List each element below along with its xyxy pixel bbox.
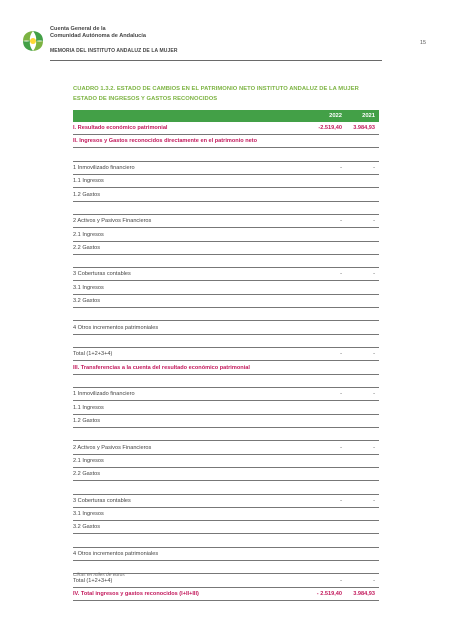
value-2021: - (373, 497, 375, 504)
value-2022: -2.519,40 (318, 125, 342, 132)
table-row (73, 122, 379, 135)
table-row (73, 175, 379, 188)
header-divider (50, 60, 382, 61)
table-title (73, 84, 393, 104)
table-row (73, 228, 379, 241)
value-2022: - (340, 165, 342, 172)
row-label: 1.2 Gastos (73, 417, 101, 424)
table-row (73, 401, 379, 414)
table-spacer-row (73, 308, 379, 322)
row-label: 2.1 Ingresos (73, 231, 104, 238)
table-row (73, 548, 379, 561)
table-spacer-row (73, 481, 379, 495)
value-2022: - (340, 577, 342, 584)
row-label: 1.1 Ingresos (73, 404, 104, 411)
table-row (73, 215, 379, 228)
org-line-1: Cuenta General de la (50, 26, 106, 32)
value-2022: - (340, 271, 342, 278)
row-label: IV. Total ingresos y gastos reconocidos (I+II+III) (73, 590, 199, 597)
table-spacer-row (73, 335, 379, 349)
table-spacer-row (73, 375, 379, 389)
row-label: 1.1 Ingresos (73, 178, 104, 185)
row-label: 2.2 Gastos (73, 470, 101, 477)
table-title-line-2: ESTADO DE INGRESOS Y GASTOS RECONOCIDOS (73, 96, 218, 102)
value-2021: 3.984,93 (353, 590, 375, 597)
page-number: 15 (420, 40, 426, 46)
row-label: Total (1+2+3+4) (73, 577, 113, 584)
table-row (73, 135, 379, 148)
value-2021: - (373, 271, 375, 278)
value-2021: - (373, 577, 375, 584)
table-row (73, 495, 379, 508)
row-label: 4 Otros incrementos patrimoniales (73, 324, 159, 331)
table-spacer-row (73, 202, 379, 216)
row-label: II. Ingresos y Gastos reconocidos directamente en el patrimonio neto (73, 138, 258, 145)
table-row (73, 468, 379, 481)
table-row (73, 415, 379, 428)
row-label: 3.2 Gastos (73, 524, 101, 531)
table-spacer-row (73, 148, 379, 162)
table-row (73, 388, 379, 401)
row-label: 2.1 Ingresos (73, 457, 104, 464)
table-title-line-1: CUADRO 1.3.2. ESTADO DE CAMBIOS EN EL PATRIMONIO NETO INSTITUTO ANDALUZ DE LA MUJER (73, 86, 359, 92)
table-row (73, 162, 379, 175)
table-row (73, 242, 379, 255)
table-header (73, 110, 379, 122)
column-header-2022: 2022 (329, 113, 342, 119)
page-header (20, 26, 432, 56)
row-label: 4 Otros incrementos patrimoniales (73, 550, 159, 557)
row-label: 2 Activos y Pasivos Financieros (73, 444, 152, 451)
row-label: 3 Coberturas contables (73, 497, 131, 504)
value-2021: - (373, 218, 375, 225)
table-body (73, 122, 379, 601)
row-label: Total (1+2+3+4) (73, 351, 113, 358)
row-label: III. Transferencias a la cuenta del resultado económico patrimonial (73, 364, 250, 371)
row-label: 1.2 Gastos (73, 191, 101, 198)
table-row (73, 295, 379, 308)
table-row (73, 348, 379, 361)
row-label: 2.2 Gastos (73, 244, 101, 251)
value-2022: - (340, 218, 342, 225)
table-row (73, 321, 379, 334)
value-2022: - (340, 391, 342, 398)
table-spacer-row (73, 255, 379, 269)
table-row (73, 361, 379, 374)
row-label: 3 Coberturas contables (73, 271, 131, 278)
table-row (73, 455, 379, 468)
table-row (73, 188, 379, 201)
junta-andalucia-logo-icon (20, 28, 46, 54)
table-row (73, 508, 379, 521)
table-row (73, 441, 379, 454)
value-2022: - (340, 497, 342, 504)
document-subtitle: MEMORIA DEL INSTITUTO ANDALUZ DE LA MUJER (50, 48, 178, 54)
organization-name (50, 26, 146, 40)
value-2021: - (373, 444, 375, 451)
table-spacer-row (73, 428, 379, 442)
table-spacer-row (73, 534, 379, 548)
footnote: Cifras en miles de euros (73, 573, 125, 578)
row-label: 1 Inmovilizado financiero (73, 391, 135, 398)
table-row (73, 268, 379, 281)
value-2021: - (373, 391, 375, 398)
column-header-2021: 2021 (362, 113, 375, 119)
row-label: 3.1 Ingresos (73, 510, 104, 517)
row-label: 3.1 Ingresos (73, 284, 104, 291)
org-line-2: Comunidad Autónoma de Andalucía (50, 33, 146, 39)
row-label: 2 Activos y Pasivos Financieros (73, 218, 152, 225)
value-2021: - (373, 165, 375, 172)
table-row (73, 521, 379, 534)
value-2022: - 2.519,40 (316, 590, 342, 597)
value-2021: - (373, 351, 375, 358)
value-2021: 3.984,93 (353, 125, 375, 132)
row-label: 3.2 Gastos (73, 297, 101, 304)
table-row (73, 588, 379, 601)
statement-table (73, 110, 379, 601)
value-2022: - (340, 351, 342, 358)
row-label: 1 Inmovilizado financiero (73, 165, 135, 172)
row-label: I. Resultado económico patrimonial (73, 125, 168, 132)
value-2022: - (340, 444, 342, 451)
table-row (73, 281, 379, 294)
